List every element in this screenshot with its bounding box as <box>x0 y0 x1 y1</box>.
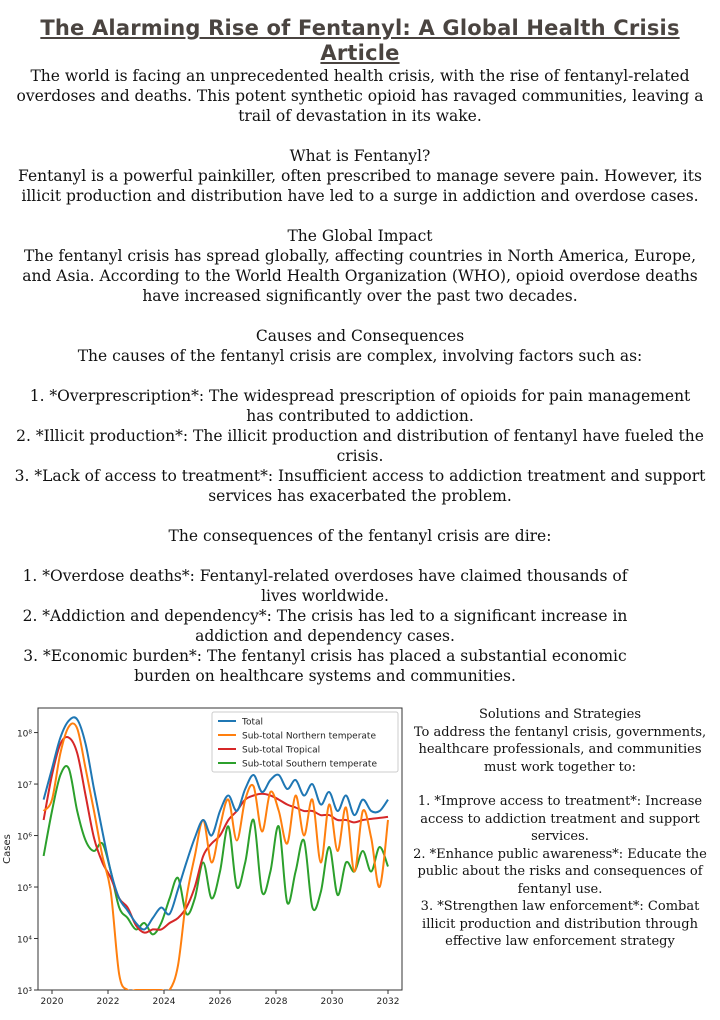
y-tick-label: 10⁶ <box>16 832 32 843</box>
x-tick-label: 2032 <box>376 997 400 1007</box>
x-tick-label: 2024 <box>152 997 176 1007</box>
consequences-intro: The consequences of the fentanyl crisis are dire: <box>168 527 552 545</box>
section-heading: What is Fentanyl? <box>289 147 431 165</box>
y-axis-label: Cases <box>2 834 13 864</box>
causes-intro: The causes of the fentanyl crisis are complex, involving factors such as: <box>77 347 643 365</box>
solutions-intro: To address the fentanyl crisis, governments, healthcare professionals, and communities must work together to: <box>413 724 707 775</box>
solutions-section <box>410 706 710 951</box>
cause-item: 1. *Overprescription*: The widespread prescription of opioids for pain management has contributed to addiction. <box>29 387 691 425</box>
cause-item: 3. *Lack of access to treatment*: Insufficient access to addiction treatment and support services has exacerbated the problem. <box>14 467 706 505</box>
y-tick-label: 10⁴ <box>16 935 32 946</box>
x-tick-label: 2030 <box>320 997 344 1007</box>
x-tick-label: 2028 <box>264 997 288 1007</box>
legend-label: Sub-total Tropical <box>242 745 321 756</box>
intro-paragraph: The world is facing an unprecedented health crisis, with the rise of fentanyl-related overdoses and deaths. This potent synthetic opioid has ravaged communities, leaving a trail of devastation in its wake. <box>16 67 704 125</box>
consequence-item: 2. *Addiction and dependency*: The crisis has led to a significant increase in addiction and dependency cases. <box>22 607 628 645</box>
article-body <box>14 66 706 686</box>
section-heading: The Global Impact <box>287 227 433 245</box>
solution-item: 1. *Improve access to treatment*: Increase access to addiction treatment and support services. <box>417 794 703 844</box>
y-tick-label: 10⁷ <box>16 781 32 792</box>
legend-label: Sub-total Southern temperate <box>242 759 377 770</box>
cause-item: 2. *Illicit production*: The illicit production and distribution of fentanyl have fueled the crisis. <box>16 427 704 465</box>
section-paragraph: The fentanyl crisis has spread globally, affecting countries in North America, Europe, and Asia. According to the World Health Organization (WHO), opioid overdose deaths have increased significantly over the past two decades. <box>22 247 698 305</box>
x-tick-label: 2022 <box>96 997 120 1007</box>
y-tick-label: 10⁸ <box>16 729 32 740</box>
chart-svg <box>0 700 410 1016</box>
x-tick-label: 2026 <box>208 997 232 1007</box>
cases-chart <box>0 700 410 1016</box>
section-paragraph: Fentanyl is a powerful painkiller, often prescribed to manage severe pain. However, its illicit production and distribution have led to a surge in addiction and overdose cases. <box>18 167 702 205</box>
section-heading: Causes and Consequences <box>255 327 465 345</box>
legend-label: Total <box>242 717 264 728</box>
y-tick-label: 10⁵ <box>16 884 32 895</box>
y-tick-label: 10³ <box>16 987 32 997</box>
consequence-item: 1. *Overdose deaths*: Fentanyl-related overdoses have claimed thousands of lives worldwide. <box>22 567 628 605</box>
legend-label: Sub-total Northern temperate <box>242 731 376 742</box>
solutions-heading: Solutions and Strategies <box>478 707 642 722</box>
solution-item: 3. *Strengthen law enforcement*: Combat illicit production and distribution through effective law enforcement strategy <box>420 899 700 949</box>
solution-item: 2. *Enhance public awareness*: Educate the public about the risks and consequences of fentanyl use. <box>413 846 707 897</box>
x-tick-label: 2020 <box>40 997 64 1007</box>
article-title: The Alarming Rise of Fentanyl: A Global Health Crisis Article <box>40 16 680 65</box>
consequence-item: 3. *Economic burden*: The fentanyl crisis has placed a substantial economic burden on healthcare systems and communities. <box>23 647 627 685</box>
